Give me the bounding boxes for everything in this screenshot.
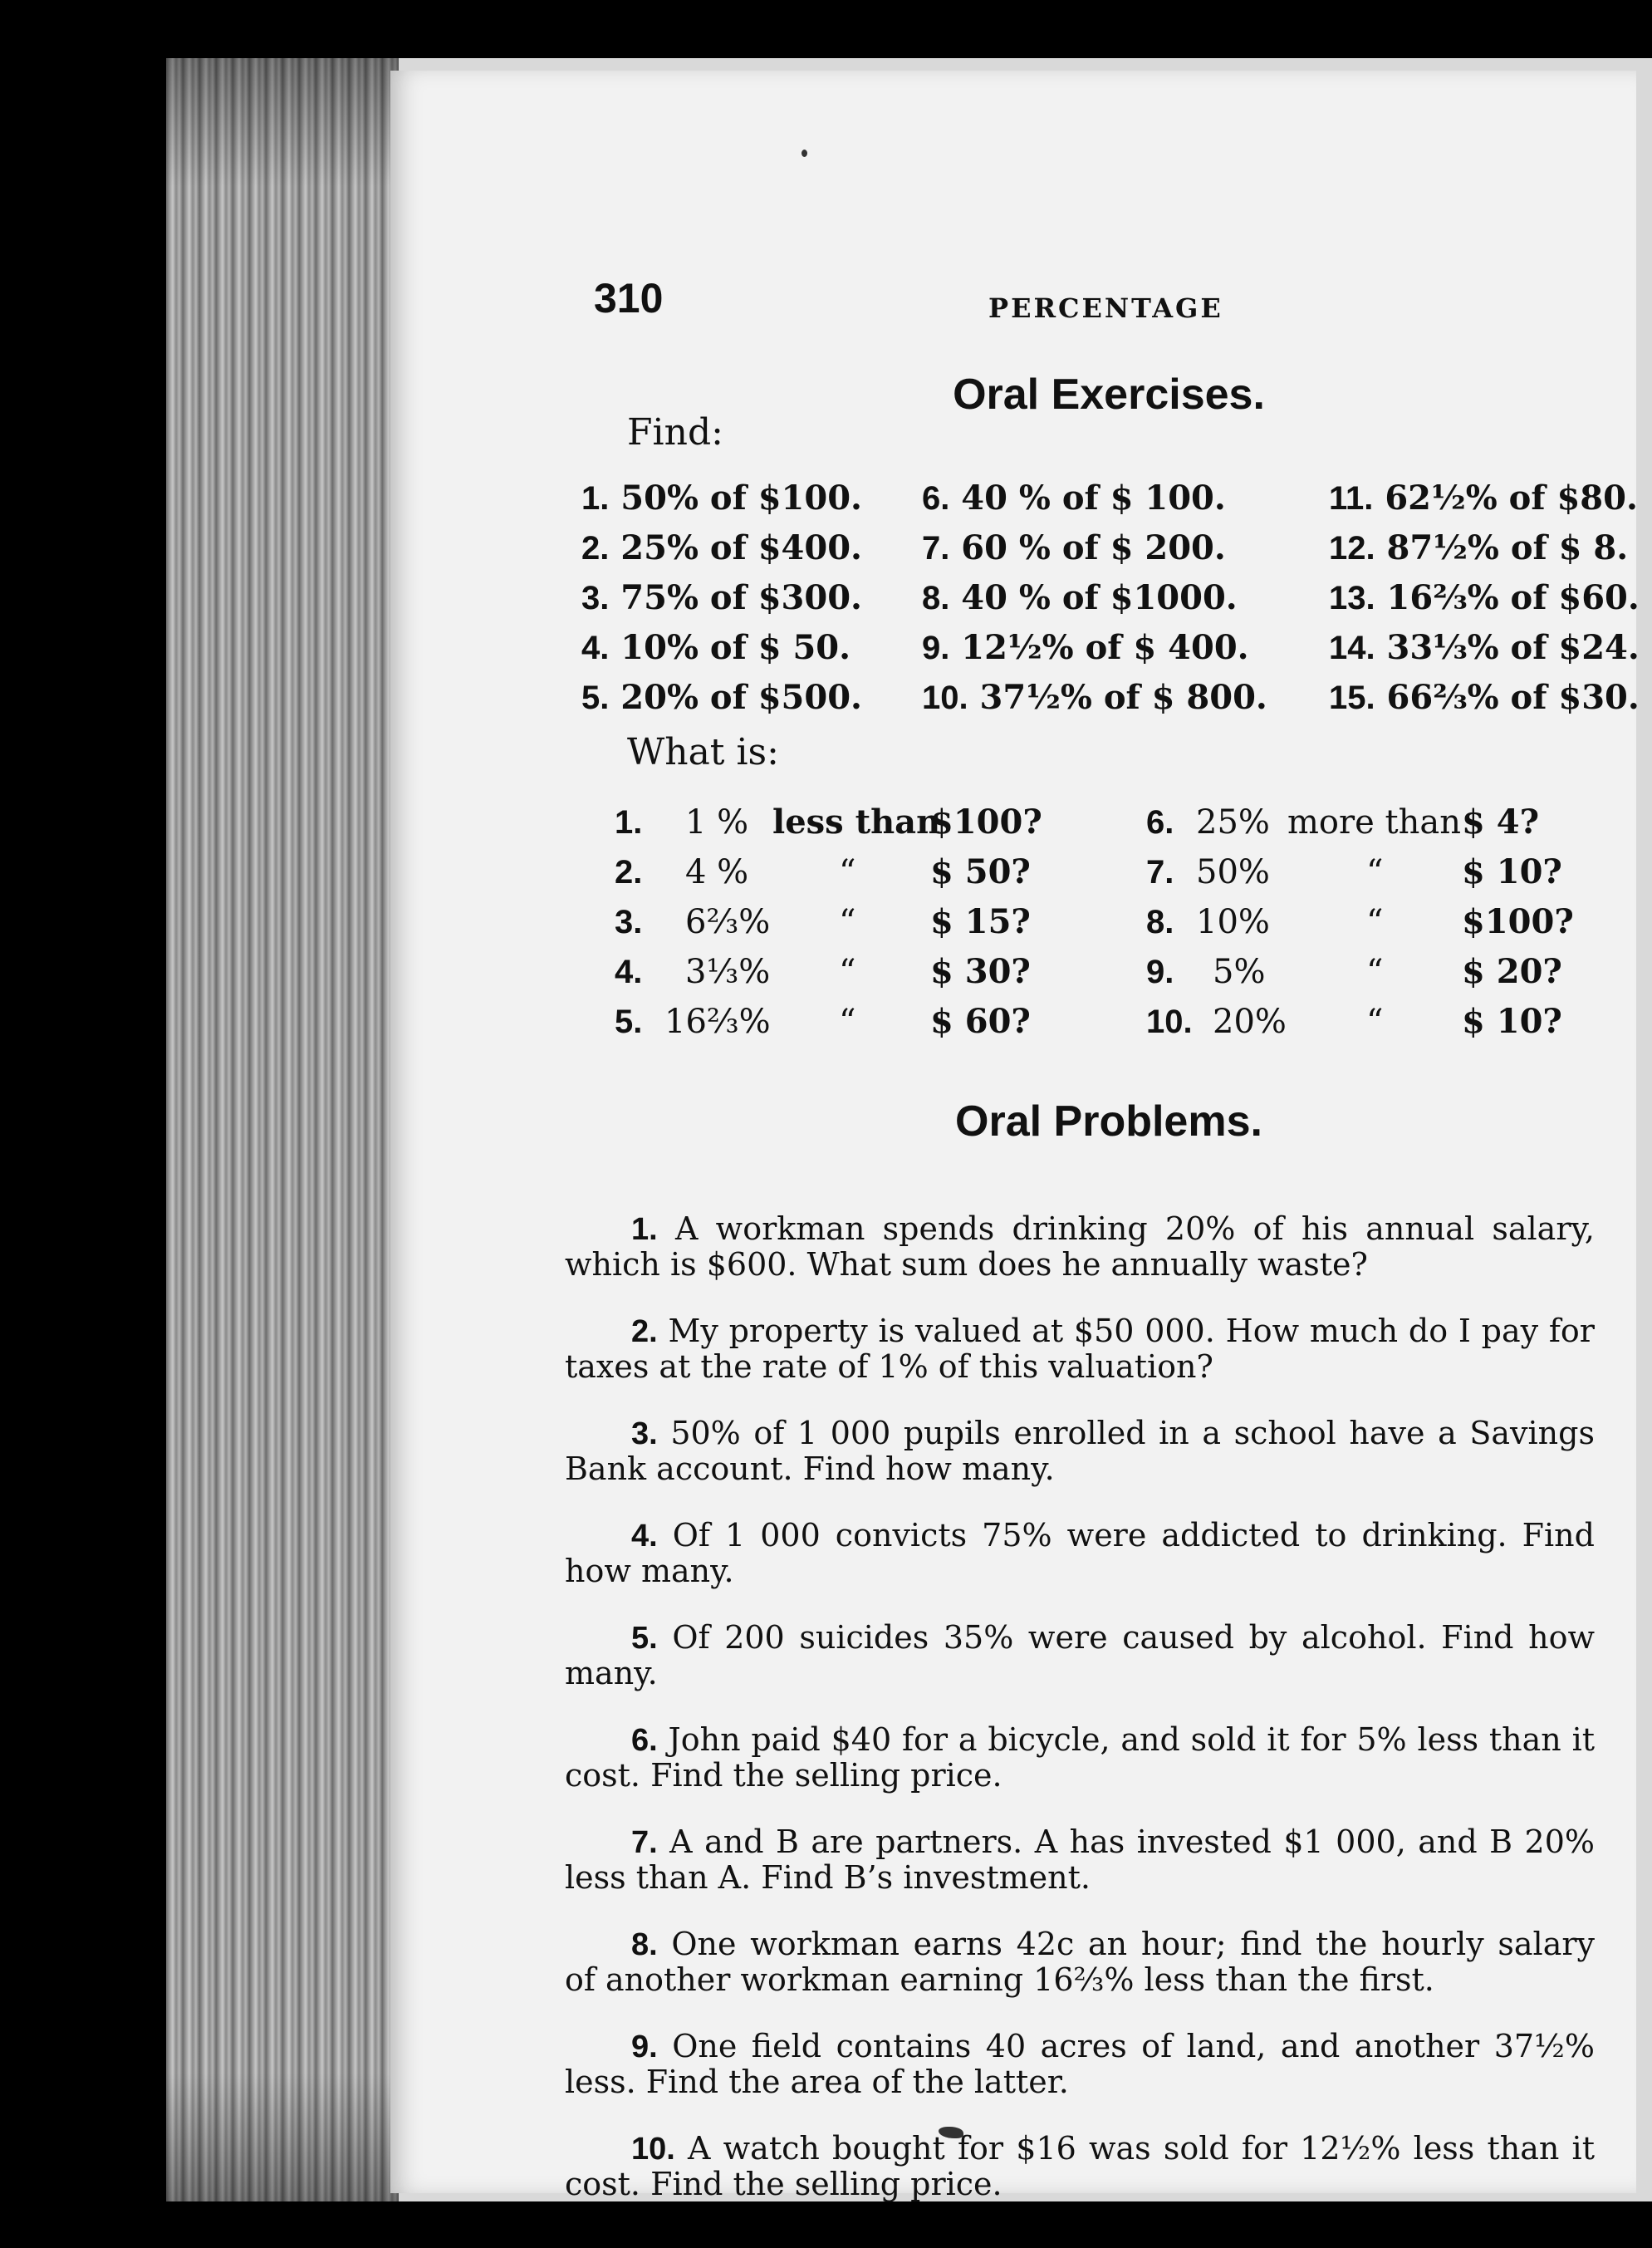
find-exercises	[581, 474, 1640, 731]
oral-problems-title: Oral Problems.	[955, 1097, 1262, 1146]
find-item: 15. 66⅔% of $30.	[1329, 678, 1640, 717]
what-is-item: 4. 3⅓% “ $ 30?	[615, 952, 1031, 991]
what-is-column	[1146, 798, 1636, 1047]
problem-item: 5. Of 200 suicides 35% were caused by alcohol. Find how many.	[565, 1619, 1595, 1691]
problem-item: 8. One workman earns 42c an hour; find the hourly salary of another workman earning 16⅔% less than the first.	[565, 1926, 1595, 1998]
what-is-item: 1. 1 % less than $100?	[615, 803, 1042, 842]
find-item: 6. 40 % of $ 100.	[922, 479, 1226, 518]
find-column	[581, 474, 939, 723]
what-is-item: 2. 4 % “ $ 50?	[615, 852, 1031, 891]
find-item: 14. 33⅓% of $24.	[1329, 628, 1640, 667]
what-is-item: 8. 10% “ $100?	[1146, 902, 1574, 941]
find-item: 5. 20% of $500.	[581, 678, 862, 717]
what-is-column	[615, 798, 1080, 1047]
problem-item: 10. A watch bought for $16 was sold for 12½% less than it cost. Find the selling price.	[565, 2130, 1595, 2202]
problem-item: 1. A workman spends drinking 20% of his annual salary, which is $600. What sum does he annually waste?	[565, 1210, 1595, 1283]
find-item: 9. 12½% of $ 400.	[922, 628, 1249, 667]
find-item: 10. 37½% of $ 800.	[922, 678, 1267, 717]
find-item: 12. 87½% of $ 8.	[1329, 528, 1629, 567]
find-item: 4. 10% of $ 50.	[581, 628, 851, 667]
find-item: 7. 60 % of $ 200.	[922, 528, 1226, 567]
problem-item: 6. John paid $40 for a bicycle, and sold it for 5% less than it cost. Find the selling price.	[565, 1721, 1595, 1794]
find-item: 8. 40 % of $1000.	[922, 578, 1238, 617]
oral-exercises-title: Oral Exercises.	[953, 371, 1265, 419]
find-item: 3. 75% of $300.	[581, 578, 862, 617]
what-is-exercises	[615, 798, 1636, 1055]
what-is-item: 6. 25% more than $ 4?	[1146, 803, 1540, 842]
what-is-item: 3. 6⅔% “ $ 15?	[615, 902, 1031, 941]
find-column	[1329, 474, 1652, 723]
page-header	[594, 274, 1624, 332]
what-is-item: 9. 5% “ $ 20?	[1146, 952, 1562, 991]
find-label: Find:	[627, 411, 723, 454]
find-column	[922, 474, 1279, 723]
page-edges	[166, 58, 399, 2201]
problem-item: 3. 50% of 1 000 pupils enrolled in a school have a Savings Bank account. Find how many.	[565, 1415, 1595, 1487]
problem-item: 7. A and B are partners. A has invested $1 000, and B 20% less than A. Find B’s investment.	[565, 1823, 1595, 1896]
what-is-item: 7. 50% “ $ 10?	[1146, 852, 1562, 891]
running-head: PERCENTAGE	[988, 292, 1223, 324]
oral-problems	[565, 1180, 1595, 2216]
page-number: 310	[594, 275, 664, 321]
speck	[801, 150, 807, 157]
find-item: 2. 25% of $400.	[581, 528, 862, 567]
what-is-label: What is:	[627, 731, 779, 773]
what-is-item: 5. 16⅔% “ $ 60?	[615, 1002, 1031, 1041]
problem-item: 9. One field contains 40 acres of land, and another 37½% less. Find the area of the latter.	[565, 2028, 1595, 2100]
find-item: 11. 62½% of $80.	[1329, 479, 1638, 518]
problem-item: 4. Of 1 000 convicts 75% were addicted to drinking. Find how many.	[565, 1517, 1595, 1589]
what-is-item: 10. 20% “ $ 10?	[1146, 1002, 1562, 1041]
find-item: 13. 16⅔% of $60.	[1329, 578, 1640, 617]
find-item: 1. 50% of $100.	[581, 479, 862, 518]
problem-item: 2. My property is valued at $50 000. How much do I pay for taxes at the rate of 1% of this valuation?	[565, 1313, 1595, 1385]
